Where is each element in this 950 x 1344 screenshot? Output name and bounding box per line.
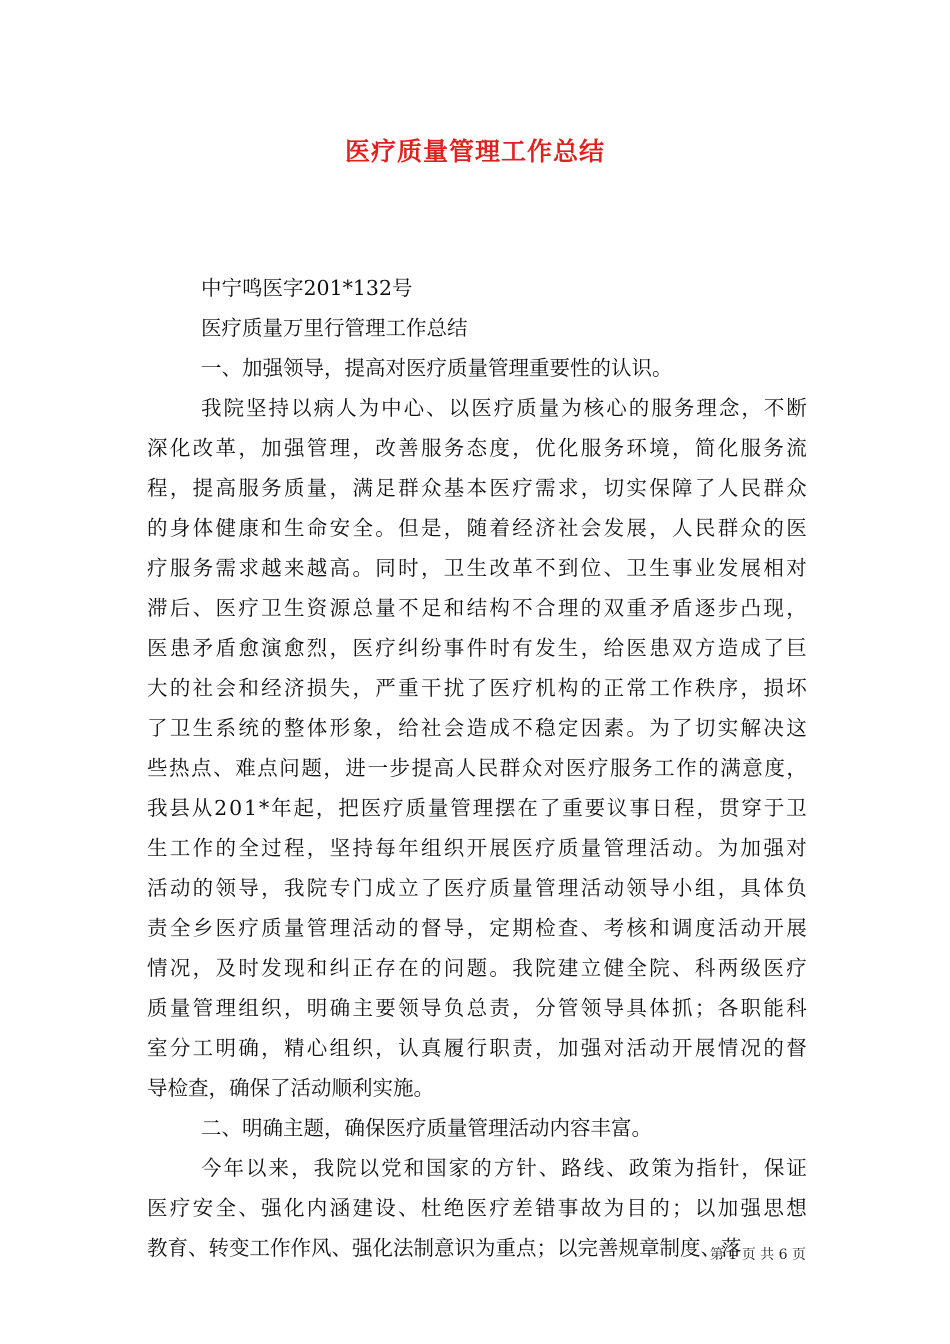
document-body <box>147 268 807 1268</box>
paragraph-line: 的 身 体 健 康 和 生 命 安 全 。 但 是 ， 随 着 经 济 社 会 发 展 ， 人 民 群 众 的 医 <box>147 516 807 540</box>
paragraph-line: 情 况 ， 及 时 发 现 和 纠 正 存 在 的 问 题 。 我 院 建 立 健 全 院 、 科 两 级 医 疗 <box>147 956 807 980</box>
paragraph-line: 今 年 以 来 ， 我 院 以 党 和 国 家 的 方 针 、 路 线 、 政 策 为 指 针 ， 保 证 <box>201 1156 807 1180</box>
page-footer: 第 1 页 共 6 页 <box>709 1247 806 1263</box>
paragraph-line: 室 分 工 明 确 ， 精 心 组 织 ， 认 真 履 行 职 责 ， 加 强 对 活 动 开 展 情 况 的 督 <box>147 1036 807 1060</box>
paragraph-line: 大 的 社 会 和 经 济 损 失 ， 严 重 干 扰 了 医 疗 机 构 的 正 常 工 作 秩 序 ， 损 坏 <box>147 676 807 700</box>
paragraph-line: 了 卫 生 系 统 的 整 体 形 象 ， 给 社 会 造 成 不 稳 定 因 素 。 为 了 切 实 解 决 这 <box>147 716 807 740</box>
paragraph-line: 些 热 点 、 难 点 问 题 ， 进 一 步 提 高 人 民 群 众 对 医 疗 服 务 工 作 的 满 意 度 ， <box>147 756 807 780</box>
paragraph-line: 深 化 改 革 ， 加 强 管 理 ， 改 善 服 务 态 度 ， 优 化 服 务 环 境 ， 简 化 服 务 流 <box>147 436 807 460</box>
paragraph-line: 导检查，确保了活动顺利实施。 <box>147 1076 434 1100</box>
section-heading-1: 一、加强领导，提高对医疗质量管理重要性的认识。 <box>201 356 673 380</box>
paragraph-line: 我 县 从 2 0 1 * 年 起 ， 把 医 疗 质 量 管 理 摆 在 了 重 要 议 事 日 程 ， 贯 穿 于 卫 <box>147 796 807 820</box>
paragraph-line: 生 工 作 的 全 过 程 ， 坚 持 每 年 组 织 开 展 医 疗 质 量 管 理 活 动 。 为 加 强 对 <box>147 836 807 860</box>
paragraph-line: 医 患 矛 盾 愈 演 愈 烈 ， 医 疗 纠 纷 事 件 时 有 发 生 ， 给 医 患 双 方 造 成 了 巨 <box>147 636 807 660</box>
paragraph-line: 疗 服 务 需 求 越 来 越 高 。 同 时 ， 卫 生 改 革 不 到 位 、 卫 生 事 业 发 展 相 对 <box>147 556 807 580</box>
paragraph-line: 质 量 管 理 组 织 ， 明 确 主 要 领 导 负 总 责 ， 分 管 领 导 具 体 抓 ； 各 职 能 科 <box>147 996 807 1020</box>
paragraph-line: 滞 后 、 医 疗 卫 生 资 源 总 量 不 足 和 结 构 不 合 理 的 双 重 矛 盾 逐 步 凸 现 ， <box>147 596 807 620</box>
paragraph-2 <box>147 1148 807 1268</box>
paragraph-1 <box>147 388 807 1108</box>
doc-subtitle: 医疗质量万里行管理工作总结 <box>201 316 468 340</box>
paragraph-line: 责 全 乡 医 疗 质 量 管 理 活 动 的 督 导 ， 定 期 检 查 、 考 核 和 调 度 活 动 开 展 <box>147 916 807 940</box>
paragraph-line: 活 动 的 领 导 ， 我 院 专 门 成 立 了 医 疗 质 量 管 理 活 动 领 导 小 组 ， 具 体 负 <box>147 876 807 900</box>
document-title: 医疗质量管理工作总结 <box>344 137 605 166</box>
section-heading-2: 二、明确主题，确保医疗质量管理活动内容丰富。 <box>201 1116 652 1140</box>
paragraph-line: 我 院 坚 持 以 病 人 为 中 心 、 以 医 疗 质 量 为 核 心 的 服 务 理 念 ， 不 断 <box>201 396 807 420</box>
paragraph-line: 教育、转变工作作风、强化法制意识为重点；以完善规章制度、落 <box>147 1236 742 1260</box>
paragraph-line: 程 ， 提 高 服 务 质 量 ， 满 足 群 众 基 本 医 疗 需 求 ， 切 实 保 障 了 人 民 群 众 <box>147 476 807 500</box>
paragraph-line: 医 疗 安 全 、 强 化 内 涵 建 设 、 杜 绝 医 疗 差 错 事 故 为 目 的 ； 以 加 强 思 想 <box>147 1196 807 1220</box>
doc-number: 中宁鸣医字201*132号 <box>201 276 413 300</box>
